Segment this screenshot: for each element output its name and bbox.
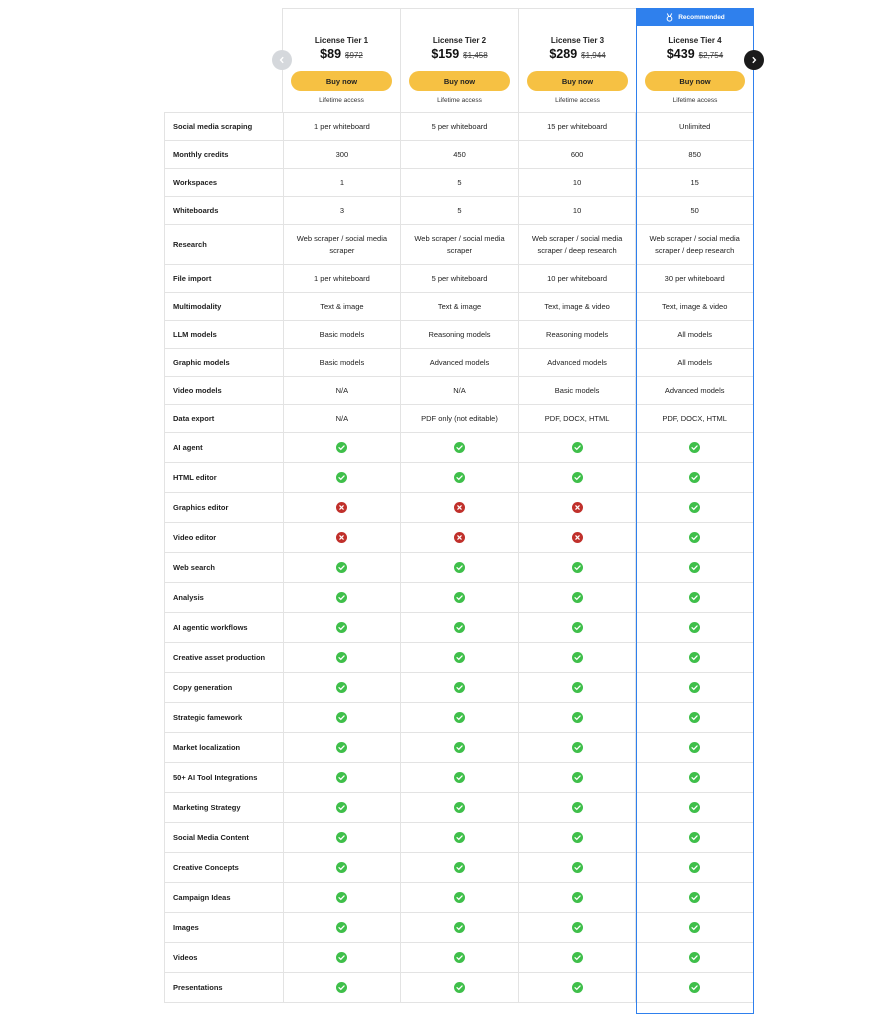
check-icon xyxy=(572,472,583,483)
feature-label: Creative asset production xyxy=(173,652,266,662)
check-icon xyxy=(689,922,700,933)
check-icon xyxy=(689,832,700,843)
feature-status-cell xyxy=(518,733,636,762)
feature-status-cell xyxy=(283,583,401,612)
feature-value-cell: Reasoning models xyxy=(400,321,518,348)
feature-value-cell: All models xyxy=(635,349,753,376)
feature-label: Data export xyxy=(173,413,215,423)
tier-price: $89 xyxy=(320,47,342,61)
table-row xyxy=(165,552,753,582)
feature-label: Copy generation xyxy=(173,682,233,692)
feature-label: Videos xyxy=(173,952,198,962)
feature-status-cell xyxy=(283,853,401,882)
feature-status-cell xyxy=(635,883,753,912)
medal-icon xyxy=(665,13,674,22)
feature-value-cell: 15 xyxy=(635,169,753,196)
feature-label: Workspaces xyxy=(173,177,218,187)
check-icon xyxy=(689,502,700,513)
feature-status-cell xyxy=(400,883,518,912)
table-row xyxy=(165,912,753,942)
check-icon xyxy=(689,862,700,873)
feature-status-cell xyxy=(400,553,518,582)
tier-name: License Tier 1 xyxy=(314,36,369,45)
check-icon xyxy=(689,982,700,993)
feature-label: File import xyxy=(173,273,212,283)
table-row xyxy=(165,792,753,822)
feature-value-cell: PDF, DOCX, HTML xyxy=(635,405,753,432)
buy-now-button-tier-4[interactable]: Buy now xyxy=(645,71,745,91)
feature-label: Creative Concepts xyxy=(173,862,239,872)
table-row xyxy=(165,140,753,168)
feature-value-cell: Web scraper / social media scraper xyxy=(400,225,518,264)
check-icon xyxy=(572,772,583,783)
tier-old-price: $1,458 xyxy=(463,51,488,60)
feature-status-cell xyxy=(283,433,401,462)
feature-value-cell: Advanced models xyxy=(400,349,518,376)
feature-value-cell: N/A xyxy=(283,377,401,404)
check-icon xyxy=(572,622,583,633)
access-note: Lifetime access xyxy=(437,97,482,104)
check-icon xyxy=(336,442,347,453)
tier-name: License Tier 3 xyxy=(550,36,605,45)
feature-value-cell: 3 xyxy=(283,197,401,224)
feature-value-cell: Web scraper / social media scraper / deep research xyxy=(518,225,636,264)
table-row xyxy=(165,492,753,522)
feature-status-cell xyxy=(635,823,753,852)
check-icon xyxy=(572,562,583,573)
check-icon xyxy=(454,742,465,753)
check-icon xyxy=(689,652,700,663)
feature-status-cell xyxy=(283,553,401,582)
feature-value-cell: Basic models xyxy=(283,349,401,376)
feature-status-cell xyxy=(283,763,401,792)
feature-status-cell xyxy=(518,703,636,732)
feature-status-cell xyxy=(518,883,636,912)
feature-status-cell xyxy=(283,913,401,942)
cross-icon xyxy=(572,502,583,513)
check-icon xyxy=(336,472,347,483)
feature-status-cell xyxy=(635,943,753,972)
check-icon xyxy=(454,952,465,963)
feature-status-cell xyxy=(400,973,518,1002)
check-icon xyxy=(689,712,700,723)
feature-status-cell xyxy=(283,883,401,912)
check-icon xyxy=(689,532,700,543)
tier-name: License Tier 2 xyxy=(432,36,487,45)
check-icon xyxy=(336,802,347,813)
buy-now-button-tier-3[interactable]: Buy now xyxy=(527,71,628,91)
feature-status-cell xyxy=(518,973,636,1002)
tier-old-price: $1,944 xyxy=(581,51,606,60)
feature-value-cell: 1 per whiteboard xyxy=(283,113,401,140)
feature-value-cell: Basic models xyxy=(518,377,636,404)
check-icon xyxy=(689,622,700,633)
cross-icon xyxy=(572,532,583,543)
check-icon xyxy=(336,652,347,663)
table-row xyxy=(165,196,753,224)
feature-status-cell xyxy=(518,523,636,552)
feature-label: Monthly credits xyxy=(173,149,229,159)
feature-status-cell xyxy=(283,703,401,732)
tier-old-price: $972 xyxy=(345,51,363,60)
feature-value-cell: 10 per whiteboard xyxy=(518,265,636,292)
feature-status-cell xyxy=(635,703,753,732)
feature-status-cell xyxy=(518,643,636,672)
feature-label: Web search xyxy=(173,562,215,572)
feature-value-cell: Web scraper / social media scraper / deep research xyxy=(635,225,753,264)
feature-status-cell xyxy=(400,853,518,882)
table-row xyxy=(165,522,753,552)
tier-price: $159 xyxy=(431,47,460,61)
feature-value-cell: Advanced models xyxy=(635,377,753,404)
feature-status-cell xyxy=(283,643,401,672)
check-icon xyxy=(689,592,700,603)
feature-label: Campaign Ideas xyxy=(173,892,231,902)
check-icon xyxy=(454,442,465,453)
feature-status-cell xyxy=(635,553,753,582)
feature-status-cell xyxy=(635,613,753,642)
feature-status-cell xyxy=(518,493,636,522)
feature-status-cell xyxy=(400,433,518,462)
access-note: Lifetime access xyxy=(672,97,718,104)
check-icon xyxy=(572,652,583,663)
feature-label: Multimodality xyxy=(173,301,222,311)
check-icon xyxy=(454,592,465,603)
feature-label: Market localization xyxy=(173,742,241,752)
check-icon xyxy=(454,712,465,723)
check-icon xyxy=(572,592,583,603)
check-icon xyxy=(572,742,583,753)
check-icon xyxy=(454,562,465,573)
chevron-right-icon xyxy=(750,56,758,64)
tier-price: $439 xyxy=(666,47,695,61)
check-icon xyxy=(336,592,347,603)
feature-value-cell: 1 per whiteboard xyxy=(283,265,401,292)
tier-header-1 xyxy=(282,8,400,112)
feature-value-cell: Text, image & video xyxy=(635,293,753,320)
check-icon xyxy=(454,922,465,933)
chevron-left-icon xyxy=(278,56,286,64)
feature-status-cell xyxy=(400,643,518,672)
check-icon xyxy=(454,982,465,993)
feature-status-cell xyxy=(400,943,518,972)
feature-status-cell xyxy=(635,463,753,492)
check-icon xyxy=(689,682,700,693)
recommended-label: Recommended xyxy=(678,13,725,21)
access-note: Lifetime access xyxy=(319,97,364,104)
feature-value-cell: PDF only (not editable) xyxy=(400,405,518,432)
feature-status-cell xyxy=(400,913,518,942)
feature-status-cell xyxy=(518,553,636,582)
feature-status-cell xyxy=(518,463,636,492)
feature-label: 50+ AI Tool Integrations xyxy=(173,772,258,782)
check-icon xyxy=(689,442,700,453)
feature-value-cell: 1 xyxy=(283,169,401,196)
feature-status-cell xyxy=(400,703,518,732)
feature-label: Whiteboards xyxy=(173,205,219,215)
table-row xyxy=(165,762,753,792)
cross-icon xyxy=(454,532,465,543)
check-icon xyxy=(572,862,583,873)
feature-label: HTML editor xyxy=(173,472,217,482)
feature-value-cell: 10 xyxy=(518,197,636,224)
table-row xyxy=(165,702,753,732)
feature-status-cell xyxy=(283,823,401,852)
feature-value-cell: 50 xyxy=(635,197,753,224)
check-icon xyxy=(336,982,347,993)
table-row xyxy=(165,348,753,376)
check-icon xyxy=(336,742,347,753)
feature-status-cell xyxy=(400,823,518,852)
feature-value-cell: 5 per whiteboard xyxy=(400,113,518,140)
feature-value-cell: Text & image xyxy=(283,293,401,320)
check-icon xyxy=(689,472,700,483)
buy-now-button-tier-2[interactable]: Buy now xyxy=(409,71,510,91)
check-icon xyxy=(572,682,583,693)
feature-status-cell xyxy=(518,823,636,852)
check-icon xyxy=(689,742,700,753)
feature-status-cell xyxy=(400,673,518,702)
check-icon xyxy=(336,772,347,783)
check-icon xyxy=(572,922,583,933)
feature-status-cell xyxy=(400,523,518,552)
price-row xyxy=(637,47,753,61)
feature-status-cell xyxy=(400,583,518,612)
feature-status-cell xyxy=(283,463,401,492)
feature-status-cell xyxy=(635,433,753,462)
feature-status-cell xyxy=(283,973,401,1002)
table-row xyxy=(165,292,753,320)
check-icon xyxy=(689,892,700,903)
carousel-prev-button[interactable] xyxy=(272,50,292,70)
check-icon xyxy=(336,892,347,903)
check-icon xyxy=(454,892,465,903)
feature-value-cell: Basic models xyxy=(283,321,401,348)
feature-status-cell xyxy=(635,673,753,702)
table-row xyxy=(165,822,753,852)
feature-value-cell: Advanced models xyxy=(518,349,636,376)
feature-status-cell xyxy=(518,913,636,942)
feature-status-cell xyxy=(283,793,401,822)
feature-value-cell: Unlimited xyxy=(635,113,753,140)
feature-status-cell xyxy=(400,493,518,522)
feature-status-cell xyxy=(635,523,753,552)
check-icon xyxy=(572,892,583,903)
feature-value-cell: Reasoning models xyxy=(518,321,636,348)
feature-status-cell xyxy=(283,943,401,972)
feature-value-cell: 10 xyxy=(518,169,636,196)
feature-value-cell: 850 xyxy=(635,141,753,168)
feature-value-cell: 600 xyxy=(518,141,636,168)
check-icon xyxy=(454,862,465,873)
check-icon xyxy=(454,832,465,843)
feature-status-cell xyxy=(635,853,753,882)
table-row xyxy=(165,404,753,432)
feature-status-cell xyxy=(635,493,753,522)
cross-icon xyxy=(336,532,347,543)
feature-label: Presentations xyxy=(173,982,223,992)
feature-status-cell xyxy=(635,583,753,612)
check-icon xyxy=(572,442,583,453)
feature-status-cell xyxy=(518,583,636,612)
feature-value-cell: N/A xyxy=(400,377,518,404)
feature-status-cell xyxy=(283,733,401,762)
feature-value-cell: Web scraper / social media scraper xyxy=(283,225,401,264)
table-row xyxy=(165,320,753,348)
feature-status-cell xyxy=(635,763,753,792)
feature-label: Video models xyxy=(173,385,222,395)
cross-icon xyxy=(454,502,465,513)
table-row xyxy=(165,168,753,196)
check-icon xyxy=(689,802,700,813)
feature-label: Video editor xyxy=(173,532,217,542)
table-row xyxy=(165,882,753,912)
feature-label: AI agentic workflows xyxy=(173,622,248,632)
tier-old-price: $2,754 xyxy=(698,51,724,60)
tier-price: $289 xyxy=(549,47,578,61)
feature-status-cell xyxy=(518,673,636,702)
feature-label: AI agent xyxy=(173,442,203,452)
feature-status-cell xyxy=(400,463,518,492)
feature-status-cell xyxy=(635,733,753,762)
check-icon xyxy=(336,952,347,963)
feature-value-cell: All models xyxy=(635,321,753,348)
feature-value-cell: 5 per whiteboard xyxy=(400,265,518,292)
feature-label: Strategic famework xyxy=(173,712,243,722)
price-row xyxy=(519,47,636,61)
feature-status-cell xyxy=(283,673,401,702)
feature-status-cell xyxy=(635,973,753,1002)
check-icon xyxy=(454,772,465,783)
feature-value-cell: 15 per whiteboard xyxy=(518,113,636,140)
feature-status-cell xyxy=(283,613,401,642)
table-row xyxy=(165,264,753,292)
feature-status-cell xyxy=(635,793,753,822)
feature-status-cell xyxy=(518,943,636,972)
table-row xyxy=(165,112,753,140)
feature-table xyxy=(164,112,754,1003)
feature-value-cell: Text, image & video xyxy=(518,293,636,320)
feature-status-cell xyxy=(518,793,636,822)
feature-status-cell xyxy=(400,763,518,792)
table-row xyxy=(165,582,753,612)
check-icon xyxy=(336,712,347,723)
tier-name: License Tier 4 xyxy=(668,36,722,45)
table-row xyxy=(165,732,753,762)
feature-status-cell xyxy=(400,733,518,762)
check-icon xyxy=(454,682,465,693)
feature-label: Marketing Strategy xyxy=(173,802,241,812)
check-icon xyxy=(454,802,465,813)
feature-status-cell xyxy=(635,913,753,942)
feature-status-cell xyxy=(518,853,636,882)
feature-status-cell xyxy=(518,433,636,462)
feature-value-cell: 300 xyxy=(283,141,401,168)
recommended-badge xyxy=(636,8,754,26)
check-icon xyxy=(454,472,465,483)
table-row xyxy=(165,224,753,264)
check-icon xyxy=(689,952,700,963)
check-icon xyxy=(572,832,583,843)
tier-header-2 xyxy=(400,8,518,112)
check-icon xyxy=(336,832,347,843)
table-row xyxy=(165,672,753,702)
table-row xyxy=(165,642,753,672)
feature-label: Graphic models xyxy=(173,357,230,367)
feature-status-cell xyxy=(283,493,401,522)
table-row xyxy=(165,852,753,882)
buy-now-button-tier-1[interactable]: Buy now xyxy=(291,71,392,91)
table-row xyxy=(165,376,753,404)
feature-label: Social media scraping xyxy=(173,121,253,131)
access-note: Lifetime access xyxy=(555,97,600,104)
tier-header-3 xyxy=(518,8,636,112)
check-icon xyxy=(689,772,700,783)
feature-value-cell: 30 per whiteboard xyxy=(635,265,753,292)
cross-icon xyxy=(336,502,347,513)
feature-status-cell xyxy=(283,523,401,552)
check-icon xyxy=(336,682,347,693)
feature-value-cell: 450 xyxy=(400,141,518,168)
feature-value-cell: N/A xyxy=(283,405,401,432)
check-icon xyxy=(572,952,583,963)
check-icon xyxy=(336,622,347,633)
feature-label: Social Media Content xyxy=(173,832,249,842)
check-icon xyxy=(572,982,583,993)
feature-label: Graphics editor xyxy=(173,502,229,512)
feature-value-cell: PDF, DOCX, HTML xyxy=(518,405,636,432)
table-row xyxy=(165,432,753,462)
check-icon xyxy=(572,802,583,813)
feature-value-cell: Text & image xyxy=(400,293,518,320)
feature-label: Analysis xyxy=(173,592,204,602)
feature-value-cell: 5 xyxy=(400,197,518,224)
check-icon xyxy=(689,562,700,573)
feature-label: LLM models xyxy=(173,329,217,339)
table-row xyxy=(165,942,753,972)
check-icon xyxy=(336,562,347,573)
check-icon xyxy=(336,862,347,873)
feature-status-cell xyxy=(518,613,636,642)
check-icon xyxy=(454,652,465,663)
feature-label: Research xyxy=(173,239,207,249)
feature-label: Images xyxy=(173,922,199,932)
feature-status-cell xyxy=(400,613,518,642)
price-row xyxy=(401,47,518,61)
table-row xyxy=(165,462,753,492)
feature-status-cell xyxy=(400,793,518,822)
feature-status-cell xyxy=(518,763,636,792)
carousel-next-button[interactable] xyxy=(744,50,764,70)
feature-status-cell xyxy=(635,643,753,672)
feature-value-cell: 5 xyxy=(400,169,518,196)
check-icon xyxy=(572,712,583,723)
check-icon xyxy=(336,922,347,933)
check-icon xyxy=(454,622,465,633)
table-row xyxy=(165,612,753,642)
price-row xyxy=(283,47,400,61)
table-row xyxy=(165,972,753,1003)
